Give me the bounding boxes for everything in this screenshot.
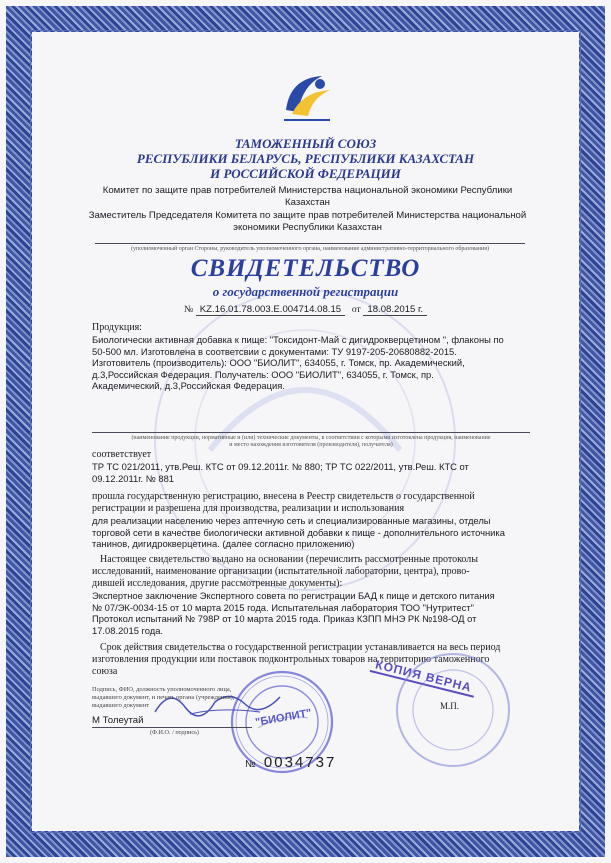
- product-line: Академический, д.3,Российская Федерация.: [92, 380, 285, 392]
- basis-text-line: 17.08.2015 года.: [92, 624, 164, 636]
- date-label: от: [351, 304, 361, 315]
- product-line: 50-500 мл. Изготовлена в соответсвии с документами: ТУ 9197-205-20680882-2015.: [92, 345, 457, 357]
- signature-caption-line: Подпись, ФИО, должность уполномоченного лица,: [92, 686, 232, 693]
- signature-line: [92, 727, 252, 728]
- basis-line3: дившей исследования, другие рассмотренные документы):: [92, 578, 343, 589]
- signature-caption-line: выдавшего документ: [92, 702, 150, 709]
- company-stamp-text: "БИОЛИТ": [254, 707, 313, 729]
- union-title-line1: ТАМОЖЕННЫЙ СОЮЗ: [234, 136, 377, 151]
- registration-block: [92, 515, 532, 550]
- compliance-label: соответствует: [92, 449, 152, 460]
- registration-text-line: танинов, дигидрокверцетина. (далее согласно приложению): [92, 538, 355, 550]
- basis-text-line: Экспертное заключение Экспертного совета по регистрации БАД к пище и детского питания: [92, 590, 495, 601]
- certificate-title: СВИДЕТЕЛЬСТВО: [190, 255, 421, 282]
- authority-note: (уполномоченный орган Стороны, руководитель уполномоченного органа, наименование административно-территориального образования): [131, 246, 489, 252]
- serial-label: №: [245, 759, 258, 770]
- customs-union-emblem-icon: [280, 70, 335, 128]
- serial-number-line: [245, 754, 336, 771]
- compliance-line1: ТР ТС 021/2011, утв.Реш. КТС от 09.12.2011г. № 880; ТР ТС 022/2011, утв.Реш. КТС от: [92, 461, 469, 472]
- product-line: д.3,Российская Федерация. Получатель: ООО "БИОЛИТ", 634055, г. Томск, пр.: [92, 368, 434, 380]
- validity-line3: союза: [92, 666, 118, 677]
- signature-caption: [92, 686, 234, 710]
- product-block: [92, 334, 532, 392]
- basis-line2: исследований, наименование организации (испытательной лаборатории, центра), прово-: [92, 566, 470, 577]
- product-line: Биологически активная добавка к пище: "Токсидонт-Май с дигидрокверцетином ", флаконы по: [92, 334, 504, 345]
- basis-block: [92, 590, 532, 636]
- registration-line1: прошла государственную регистрацию, внесена в Реестр свидетельств о государственной: [92, 491, 475, 502]
- basis-text-line: Протокол испытаний № 798Р от 10 марта 2015 года. Приказ КЗПП МНЭ РК №198-ОД от: [92, 613, 477, 625]
- committee-line1: Комитет по защите прав потребителей Министерства национальной экономики Республики: [102, 185, 513, 196]
- signatory-name: М Толеутай: [92, 715, 144, 726]
- number-label: №: [183, 304, 194, 315]
- product-note-2: и место нахождения изготовителя (производителя), получателя): [229, 442, 393, 448]
- fio-note: (Ф.И.О. / подпись): [150, 729, 199, 736]
- committee-line4: экономики Республики Казахстан: [233, 222, 382, 233]
- registration-text-line: для реализации населению через аптечную сеть и специализированные магазины, отделы: [92, 515, 491, 526]
- certificate-number-line: [0, 304, 611, 315]
- product-label: Продукция:: [92, 322, 142, 333]
- signature-caption-line: выдавшего документ, и печать органа (учреждения),: [92, 694, 235, 701]
- authority-divider: [95, 243, 525, 244]
- committee-line2: Казахстан: [285, 197, 330, 208]
- union-title-line2: РЕСПУБЛИКИ БЕЛАРУСЬ, РЕСПУБЛИКИ КАЗАХСТАН: [136, 151, 475, 166]
- certificate-number: KZ.16.01.78.003.E.004714.08.15: [196, 304, 345, 316]
- validity-line1: Срок действия свидетельства о государственной регистрации устанавливается на весь период: [100, 642, 501, 653]
- copy-verified-stamp: КОПИЯ ВЕРНА: [370, 656, 478, 697]
- certificate-date: 18.08.2015 г.: [363, 304, 427, 316]
- certificate-subtitle: о государственной регистрации: [212, 284, 399, 299]
- registration-text-line: торговой сети в качестве биологически активной добавки к пище - дополнительного источника: [92, 526, 505, 538]
- product-line: Изготовитель (производитель): ООО "БИОЛИТ", 634055, г. Томск, пр. Академический,: [92, 357, 465, 369]
- basis-line1: Настоящее свидетельство выдано на основании (перечислить рассмотренные протоколы: [100, 554, 479, 565]
- seal-label: М.П.: [440, 701, 460, 711]
- serial-number: 0034737: [263, 754, 337, 771]
- union-title-line3: И РОССИЙСКОЙ ФЕДЕРАЦИИ: [210, 166, 401, 181]
- registration-line2: регистрации и разрешена для производства, реализации и использования: [92, 503, 405, 514]
- product-note-1: (наименование продукции, нормативные и (или) технические документы, в соответствии с которыми изготовлена продукция, наименование: [131, 435, 491, 441]
- validity-line2: изготовления продукции или поставок подконтрольных товаров на территорию таможенного: [92, 654, 490, 665]
- committee-line3: Заместитель Председателя Комитета по защите прав потребителей Министерства национальной: [88, 210, 527, 221]
- compliance-line2: 09.12.2011г. № 881: [92, 473, 175, 484]
- basis-text-line: № 07/ЭК-0034-15 от 10 марта 2015 года. Испытательная лаборатория ТОО "Нутритест": [92, 601, 474, 613]
- product-divider: [92, 432, 530, 433]
